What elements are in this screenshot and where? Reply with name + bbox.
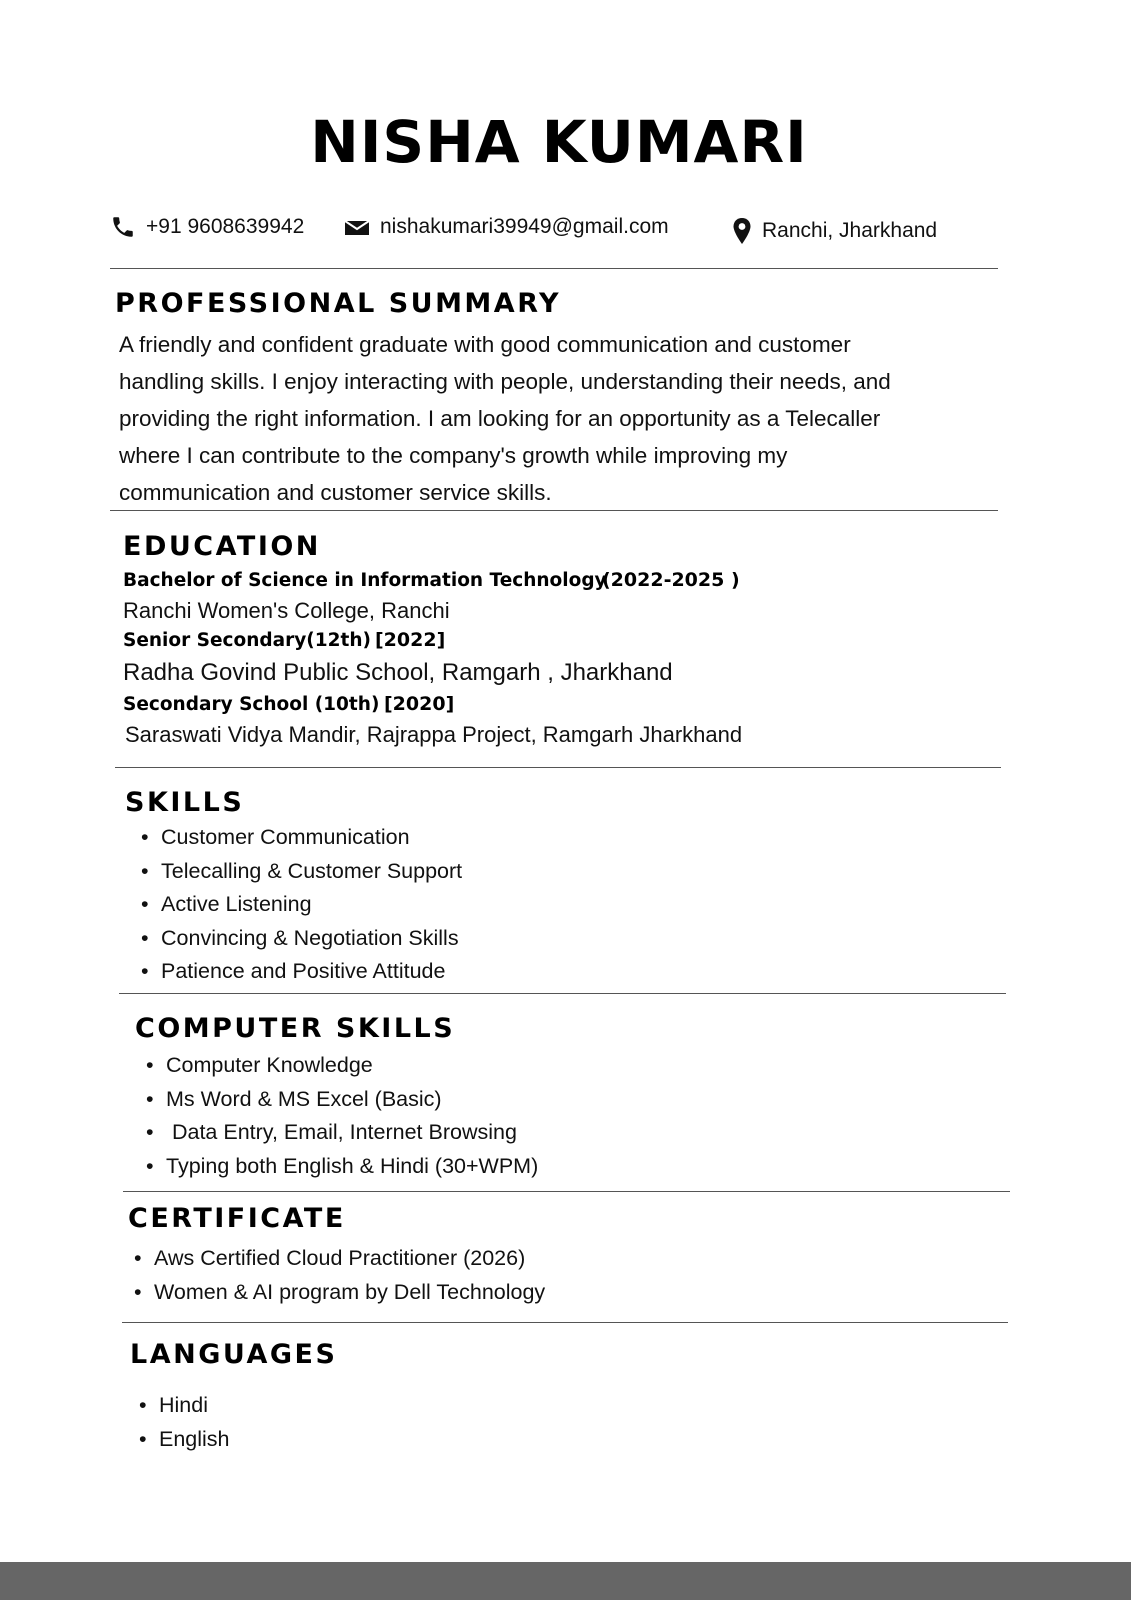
summary-line: A friendly and confident graduate with good communication and customer [119,332,851,357]
education-school: Ranchi Women's College, Ranchi [123,598,450,623]
contact-email [344,215,669,239]
contact-phone [110,214,304,240]
divider [110,510,998,511]
summary-line: where I can contribute to the company's growth while improving my [119,443,788,468]
computer-skill-item: • Computer Knowledge [146,1049,538,1083]
skills-list [141,821,462,989]
language-item: • Hindi [139,1389,230,1423]
skill-item: • Active Listening [141,888,462,922]
footer-bar [0,1562,1131,1600]
contact-location [732,217,937,245]
education-year: (2022-2025 ) [602,569,740,591]
phone-icon [110,214,136,240]
summary-line: providing the right information. I am looking for an opportunity as a Telecaller [119,406,881,431]
computer-skill-item: • Data Entry, Email, Internet Browsing [146,1116,538,1150]
email-address: nishakumari39949@gmail.com [380,215,669,238]
divider [110,268,998,269]
summary-heading: PROFESSIONAL SUMMARY [115,288,562,319]
education-year: [2020] [384,693,455,715]
certificate-list [134,1242,545,1309]
divider [123,1191,1010,1192]
education-degree: Secondary School (10th) [123,694,380,715]
education-school: Saraswati Vidya Mandir, Rajrappa Project, Ramgarh Jharkhand [125,722,743,747]
computer-skills-heading: COMPUTER SKILLS [135,1013,456,1044]
summary-text [119,326,1019,511]
languages-list [139,1389,230,1456]
phone-number: +91 9608639942 [146,215,305,238]
language-item: • English [139,1423,230,1457]
certificate-heading: CERTIFICATE [128,1203,346,1234]
divider [122,1322,1008,1323]
skill-item: • Convincing & Negotiation Skills [141,922,462,956]
education-heading: EDUCATION [123,531,321,562]
divider [119,993,1006,994]
computer-skills-list [146,1049,538,1183]
skill-item: • Patience and Positive Attitude [141,955,462,989]
education-degree: Senior Secondary(12th) [123,630,371,651]
computer-skill-item: • Ms Word & MS Excel (Basic) [146,1083,538,1117]
certificate-item: • Aws Certified Cloud Practitioner (2026) [134,1242,545,1276]
certificate-item: • Women & AI program by Dell Technology [134,1276,545,1310]
mail-icon [344,217,370,237]
location-text: Ranchi, Jharkhand [762,219,938,242]
skill-item: • Customer Communication [141,821,462,855]
candidate-name: NISHA KUMARI [310,108,808,176]
summary-line: handling skills. I enjoy interacting with people, understanding their needs, and [119,369,891,394]
location-pin-icon [732,217,752,245]
languages-heading: LANGUAGES [130,1339,338,1370]
summary-line: communication and customer service skills. [119,480,552,505]
education-year: [2022] [375,629,446,651]
computer-skill-item: • Typing both English & Hindi (30+WPM) [146,1150,538,1184]
skills-heading: SKILLS [125,787,245,818]
education-degree: Bachelor of Science in Information Technology [123,570,607,591]
skill-item: • Telecalling & Customer Support [141,855,462,889]
divider [115,767,1001,768]
education-school: Radha Govind Public School, Ramgarh , Jharkhand [123,659,673,686]
